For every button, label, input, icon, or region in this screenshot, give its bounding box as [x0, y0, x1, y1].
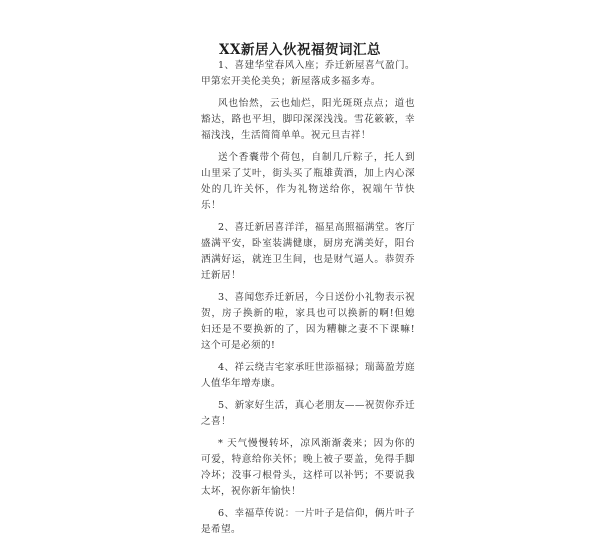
paragraph-5: 3、喜闻您乔迁新居，今日送份小礼物表示祝贺，房子换新的啦，家具也可以换新的啊!但媳妇还是不要换新的了，因为糟糠之妻不下课嘛!这个可是必须的!	[201, 292, 415, 351]
paragraph-6: 4、祥云绕吉宅家承旺世添福禄；瑞蔼盈芳庭人值华年增寿康。	[201, 362, 415, 389]
paragraph-1: 1、喜建华堂春风入座；乔迁新屋喜气盈门。甲第宏开美伦美奂；新屋落成多福多寿。	[201, 60, 415, 87]
paragraph-2: 风也怡然，云也灿烂，阳光斑斑点点；道也豁达，路也平坦，脚印深深浅浅。雪花簌簌，幸福浅浅，生活简简单单。祝元旦吉祥！	[201, 98, 415, 141]
document-body	[201, 58, 415, 544]
paragraph-3: 送个香囊带个荷包，自制几斤粽子，托人到山里采了艾叶，街头买了瓶雄黄酒，加上内心深处的几许关怀，作为礼物送给你，祝端午节快乐！	[201, 152, 415, 211]
paragraph-8: * 天气慢慢转坏，凉风渐渐袭来；因为你的可爱，特意给你关怀；晚上被子要盖，免得手脚冷坏；没事刁根骨头，这样可以补钙；不要说我太坏，祝你新年愉快！	[201, 438, 415, 497]
paragraph-9: 6、幸福草传说：一片叶子是信仰，俩片叶子是希望。	[201, 508, 415, 535]
paragraph-4: 2、喜迁新居喜洋洋，福星高照福满堂。客厅盛满平安，卧室装满健康，厨房充满美好，阳台洒满好运，就连卫生间，也是财气逼人。恭贺乔迁新居！	[201, 222, 415, 281]
document-title: XX新居入伙祝福贺词汇总	[219, 42, 381, 58]
paragraph-7: 5、新家好生活，真心老朋友——祝贺你乔迁之喜！	[201, 400, 415, 427]
